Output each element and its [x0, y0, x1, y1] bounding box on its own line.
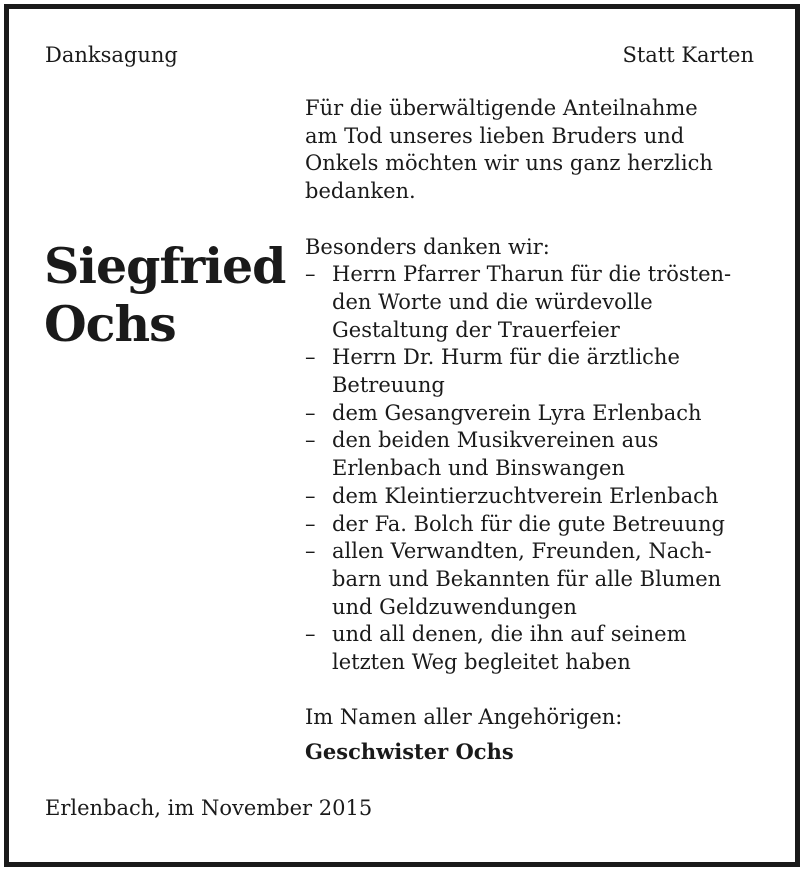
list-item-text: allen Verwandten, Freunden, Nach- barn und Bekannten für alle Blumen und Geldzuwendungen	[332, 539, 722, 619]
list-item-text: Herrn Pfarrer Tharun für die trösten- den Worte und die würdevolle Gestaltung der Trauerfeier	[332, 262, 732, 342]
list-item	[305, 511, 750, 539]
list-item	[305, 427, 750, 482]
deceased-first-name: Siegfried	[44, 237, 286, 295]
list-item	[305, 621, 750, 676]
deceased-name	[44, 237, 285, 353]
signature: Geschwister Ochs	[305, 739, 514, 765]
list-item	[305, 400, 750, 428]
list-item-text: dem Kleintierzuchtverein Erlenbach	[332, 483, 719, 508]
list-item-text: den beiden Musikvereinen aus Erlenbach und Binswangen	[332, 428, 659, 481]
dash-bullet: –	[305, 345, 316, 370]
dash-bullet: –	[305, 539, 316, 564]
list-item-text: der Fa. Bolch für die gute Betreuung	[332, 511, 725, 536]
intro-paragraph: Für die überwältigende Anteilnahme am Tod unseres lieben Bruders und Onkels möchten wir uns ganz herzlich bedanken.	[305, 96, 713, 204]
list-item-text: Herrn Dr. Hurm für die ärztliche Betreuung	[332, 345, 680, 398]
deceased-last-name: Ochs	[44, 295, 176, 353]
dash-bullet: –	[305, 262, 316, 287]
place-date-line: Erlenbach, im November 2015	[45, 796, 373, 820]
dash-bullet: –	[305, 428, 316, 453]
notice-body	[305, 95, 750, 766]
list-item	[305, 261, 750, 344]
dash-bullet: –	[305, 622, 316, 647]
thanks-list	[305, 261, 750, 677]
list-item-text: und all denen, die ihn auf seinem letzten Weg begleitet haben	[332, 622, 687, 675]
dash-bullet: –	[305, 511, 316, 536]
notice-type-label: Danksagung	[45, 43, 178, 67]
list-item	[305, 344, 750, 399]
thanks-heading: Besonders danken wir:	[305, 234, 550, 259]
list-item-text: dem Gesangverein Lyra Erlenbach	[332, 400, 702, 425]
dash-bullet: –	[305, 483, 316, 508]
statt-karten-label: Statt Karten	[622, 43, 754, 67]
dash-bullet: –	[305, 400, 316, 425]
closing-line: Im Namen aller Angehörigen:	[305, 705, 623, 730]
list-item	[305, 483, 750, 511]
list-item	[305, 538, 750, 621]
